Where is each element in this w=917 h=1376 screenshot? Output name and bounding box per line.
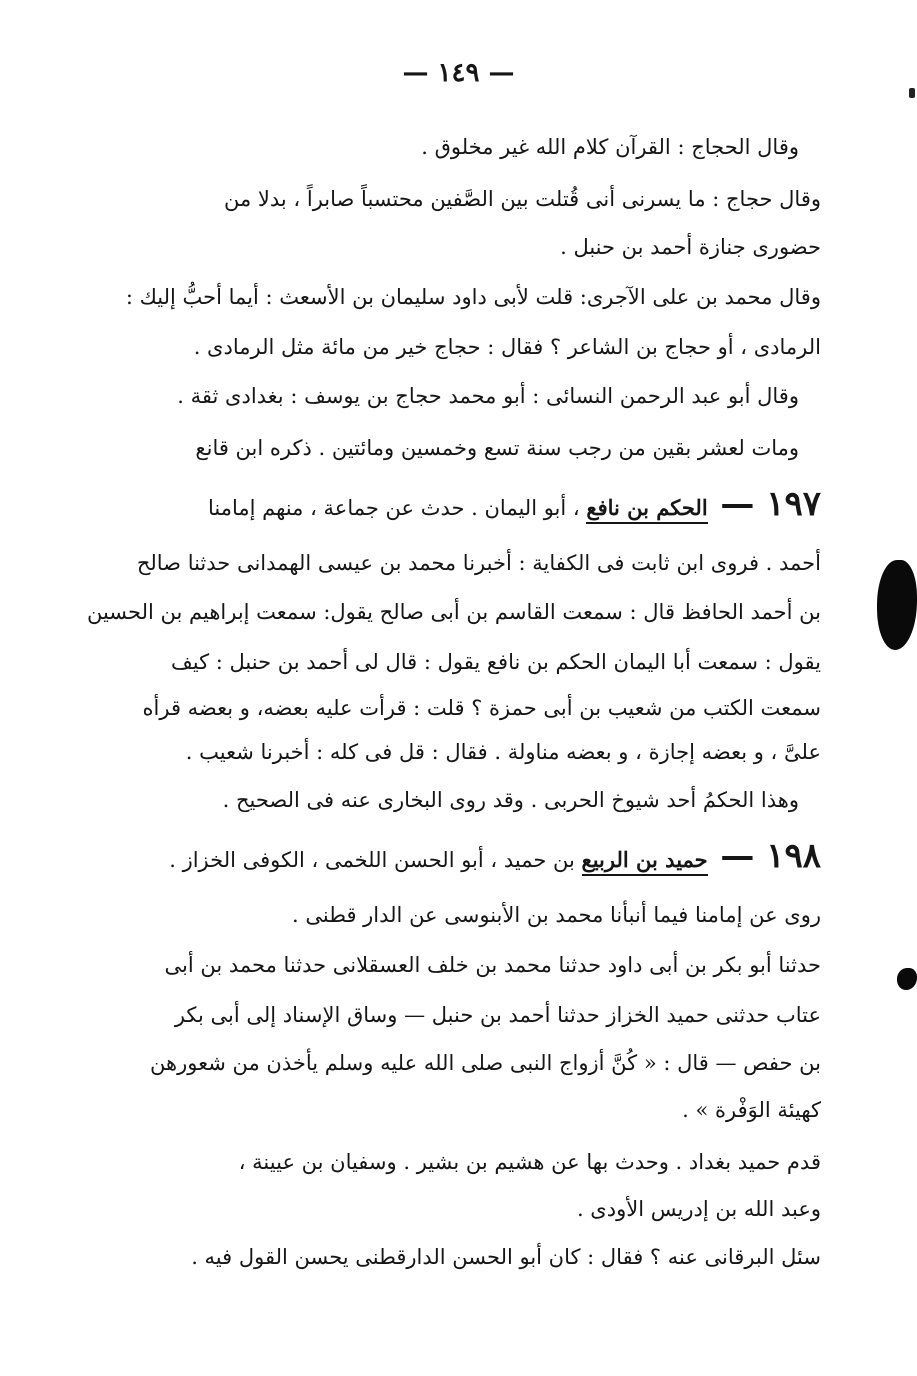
text-line: وقال الحجاج : القرآن كلام الله غير مخلوق .	[421, 135, 799, 159]
text-line: سئل البرقانى عنه ؟ فقال : كان أبو الحسن الدارقطنى يحسن القول فيه .	[191, 1245, 821, 1269]
text-line: حدثنا أبو بكر بن أبى داود حدثنا محمد بن خلف العسقلانى حدثنا محمد بن أبى	[164, 953, 821, 977]
text-line: وقال أبو عبد الرحمن النسائى : أبو محمد حجاج بن يوسف : بغدادى ثقة .	[177, 384, 799, 408]
entry-number: ١٩٧ —	[720, 484, 821, 524]
margin-mark	[909, 88, 915, 98]
text-line: روى عن إمامنا فيما أنبأنا محمد بن الأبنوسى عن الدار قطنى .	[292, 903, 821, 927]
text-line: عتاب حدثنى حميد الخزاز حدثنا أحمد بن حنبل — وساق الإسناد إلى أبى بكر	[174, 1003, 821, 1027]
entry-name: حميد بن الربيع	[582, 847, 708, 876]
text-line: وقال محمد بن على الآجرى: قلت لأبى داود سليمان بن الأسعث : أيما أحبُّ إليك :	[125, 285, 821, 309]
text-line: الرمادى ، أو حجاج بن الشاعر ؟ فقال : حجاج خير من مائة مثل الرمادى .	[193, 335, 821, 359]
text-line: علىَّ ، و بعضه إجازة ، و بعضه مناولة . فقال : قل فى كله : أخبرنا شعيب .	[185, 740, 821, 764]
text-line: يقول : سمعت أبا اليمان الحكم بن نافع يقول : قال لى أحمد بن حنبل : كيف	[171, 650, 821, 674]
entry-name: الحكم بن نافع	[586, 495, 707, 524]
text-line: حضورى جنازة أحمد بن حنبل .	[560, 235, 821, 259]
text-line: أحمد . فروى ابن ثابت فى الكفاية : أخبرنا محمد بن عيسى الهمدانى حدثنا صالح	[136, 551, 821, 575]
entry-197-heading	[162, 484, 821, 528]
text-line: سمعت الكتب من شعيب بن أبى حمزة ؟ قلت : قرأت عليه بعضه، و بعضه قرأه	[142, 696, 821, 720]
entry-heading-text: بن حميد ، أبو الحسن اللخمى ، الكوفى الخزاز .	[169, 848, 575, 872]
text-line: وهذا الحكمُ أحد شيوخ الحربى . وقد روى البخارى عنه فى الصحيح .	[222, 788, 799, 812]
text-line: قدم حميد بغداد . وحدث بها عن هشيم بن بشير . وسفيان بن عيينة ،	[238, 1150, 821, 1174]
entry-number: ١٩٨ —	[720, 836, 821, 876]
text-line: بن أحمد الحافظ قال : سمعت القاسم بن أبى صالح يقول: سمعت إبراهيم بن الحسين	[86, 600, 821, 624]
text-line: كهيئة الوَفْرة » .	[682, 1098, 821, 1122]
page-number: — ١٤٩ —	[402, 58, 515, 88]
text-line: وقال حجاج : ما يسرنى أنى قُتلت بين الصَّفين محتسباً صابراً ، بدلا من	[224, 187, 821, 211]
text-line: وعبد الله بن إدريس الأودى .	[576, 1197, 821, 1221]
text-line: بن حفص — قال : « كُنَّ أزواج النبى صلى الله عليه وسلم يأخذن من شعورهن	[150, 1051, 821, 1075]
text-line: ومات لعشر بقين من رجب سنة تسع وخمسين ومائتين . ذكره ابن قانع	[195, 436, 799, 460]
ink-blot	[877, 560, 917, 650]
entry-198-heading	[162, 836, 821, 880]
ink-blot	[897, 968, 917, 990]
entry-heading-text: ، أبو اليمان . حدث عن جماعة ، منهم إمامنا	[208, 496, 580, 520]
